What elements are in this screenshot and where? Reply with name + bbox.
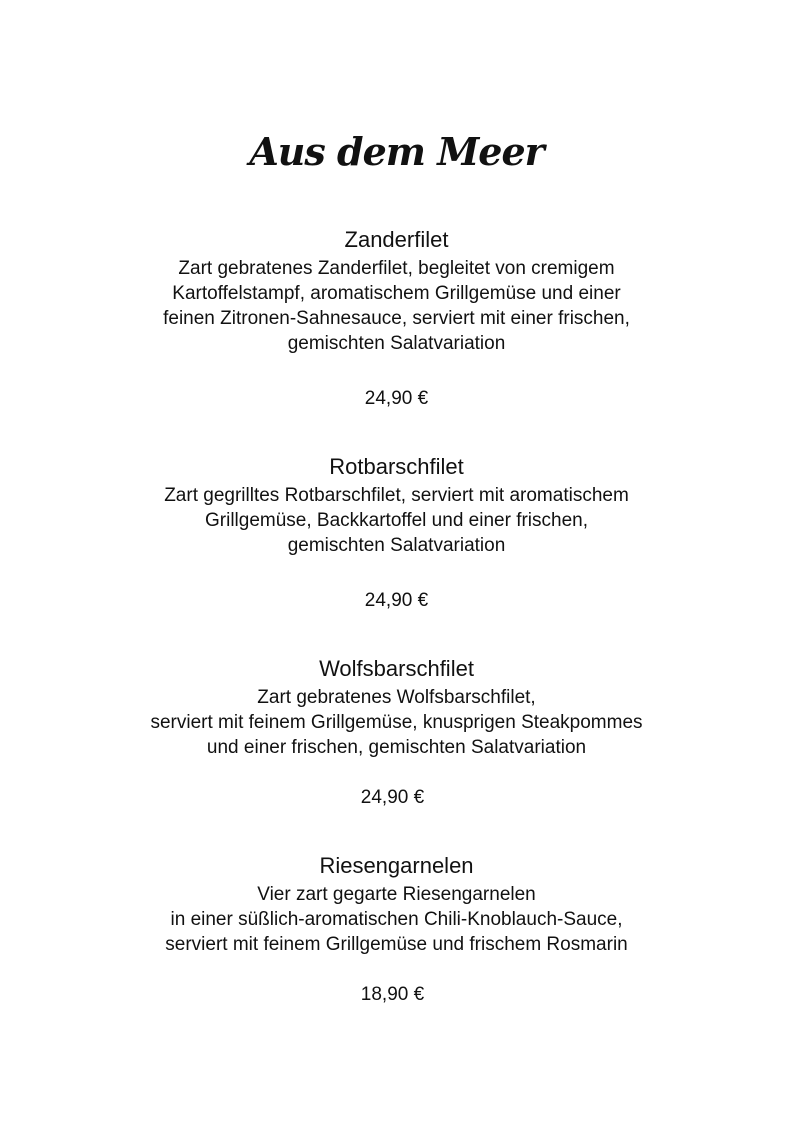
dish-name: Wolfsbarschfilet: [319, 656, 474, 681]
dish-price: 18,90 €: [360, 984, 425, 1005]
description-line: und einer frischen, gemischten Salatvariation: [206, 737, 587, 758]
description-line: Zart gegrilltes Rotbarschfilet, serviert mit aromatischem: [164, 485, 629, 506]
menu-item-rotbarschfilet: [0, 453, 793, 558]
dish-description: [0, 256, 793, 356]
dish-price: 24,90 €: [364, 590, 429, 611]
dish-name: Zanderfilet: [344, 227, 449, 252]
dish-description: [0, 483, 793, 558]
description-line: Kartoffelstampf, aromatischem Grillgemüse und einer: [172, 283, 621, 304]
description-line: serviert mit feinem Grillgemüse und frischem Rosmarin: [165, 934, 628, 955]
description-line: feinen Zitronen-Sahnesauce, serviert mit einer frischen,: [163, 308, 630, 329]
description-line: Zart gebratenes Wolfsbarschfilet,: [257, 687, 536, 708]
page-title: Aus dem Meer: [249, 129, 544, 174]
menu-item-riesengarnelen: [0, 852, 793, 957]
dish-price: 24,90 €: [360, 787, 425, 808]
description-line: gemischten Salatvariation: [287, 333, 506, 354]
dish-name: Rotbarschfilet: [329, 454, 464, 479]
description-line: in einer süßlich-aromatischen Chili-Knoblauch-Sauce,: [170, 909, 623, 930]
dish-name: Riesengarnelen: [319, 853, 474, 878]
dish-description: [0, 882, 793, 957]
menu-item-zanderfilet: [0, 226, 793, 356]
description-line: Vier zart gegarte Riesengarnelen: [257, 884, 536, 905]
menu-item-wolfsbarschfilet: [0, 655, 793, 760]
dish-description: [0, 685, 793, 760]
description-line: serviert mit feinem Grillgemüse, knusprigen Steakpommes: [150, 712, 643, 733]
description-line: Grillgemüse, Backkartoffel und einer frischen,: [205, 510, 588, 531]
description-line: Zart gebratenes Zanderfilet, begleitet von cremigem: [178, 258, 615, 279]
description-line: gemischten Salatvariation: [287, 535, 506, 556]
dish-price: 24,90 €: [364, 388, 429, 409]
